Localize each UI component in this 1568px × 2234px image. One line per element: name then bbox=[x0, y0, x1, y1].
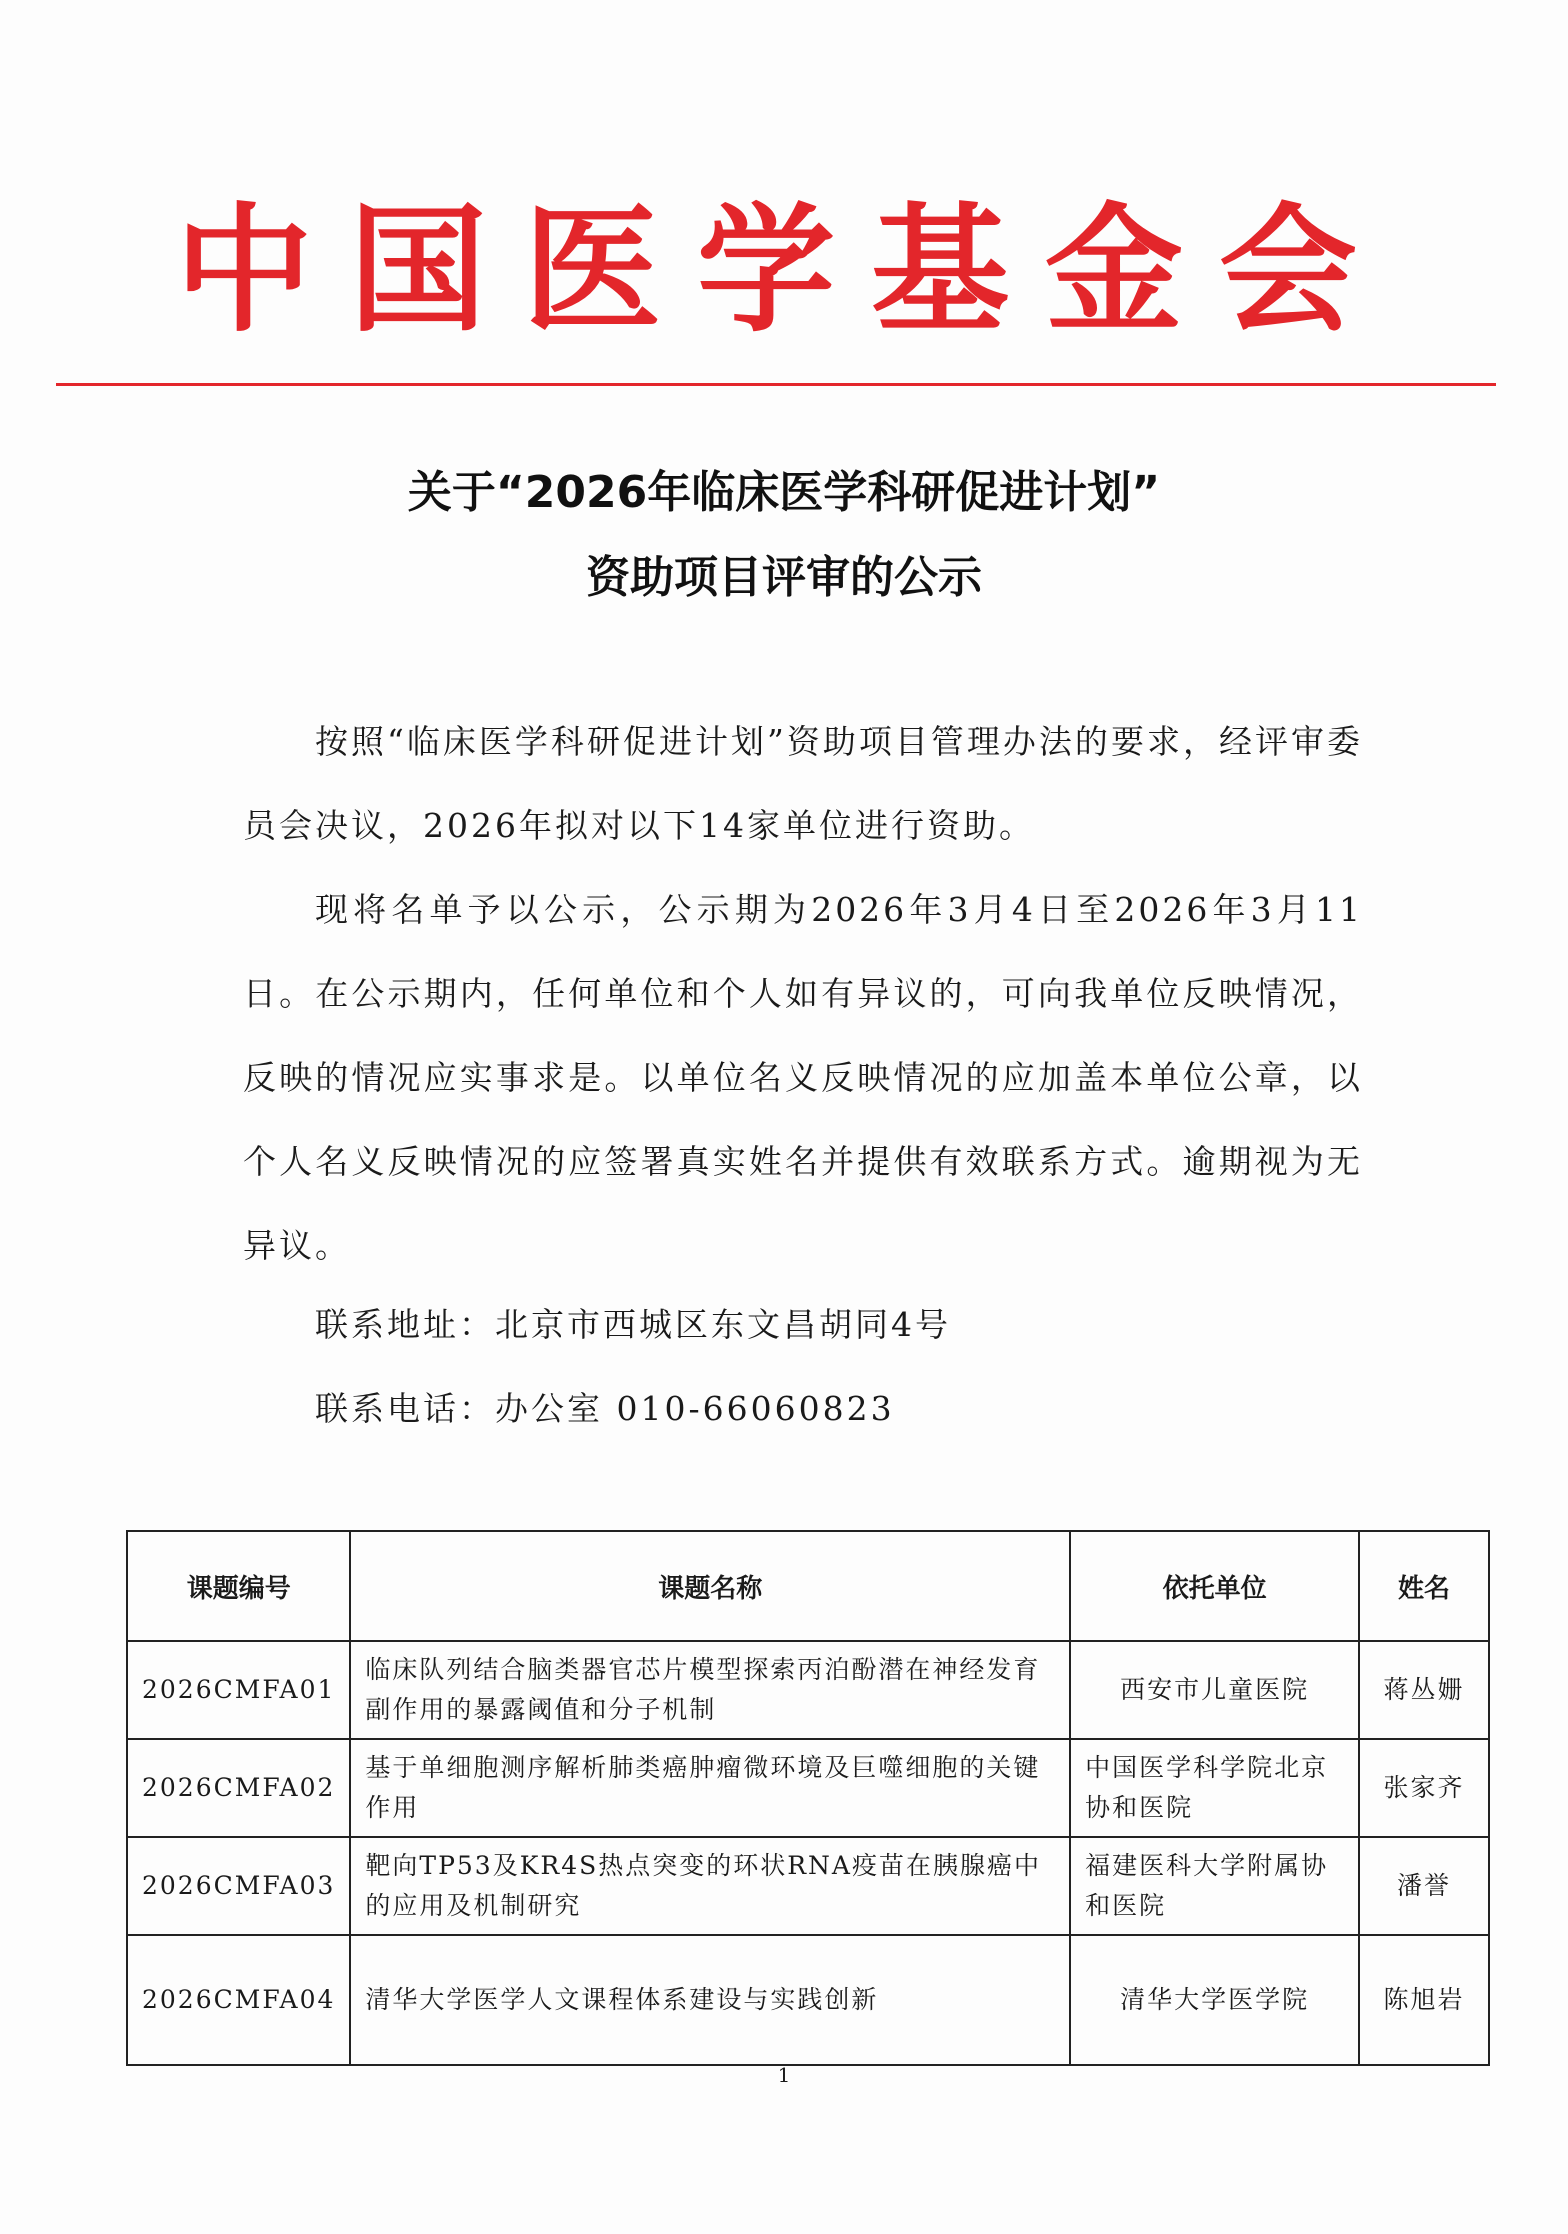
cell-unit: 中国医学科学院北京协和医院 bbox=[1070, 1739, 1359, 1837]
cell-name: 蒋丛姗 bbox=[1359, 1641, 1489, 1739]
contact-address: 联系地址：北京市西城区东文昌胡同4号 bbox=[315, 1305, 951, 1344]
contact-phone: 联系电话：办公室 010-66060823 bbox=[315, 1389, 895, 1428]
table-row bbox=[127, 1837, 1489, 1935]
table-row bbox=[127, 1641, 1489, 1739]
table-row bbox=[127, 1739, 1489, 1837]
cell-code: 2026CMFA02 bbox=[127, 1739, 350, 1837]
header-title: 课题名称 bbox=[350, 1531, 1070, 1641]
header-name: 姓名 bbox=[1359, 1531, 1489, 1641]
cell-unit: 清华大学医学院 bbox=[1070, 1935, 1359, 2065]
cell-code: 2026CMFA01 bbox=[127, 1641, 350, 1739]
cell-name: 张家齐 bbox=[1359, 1739, 1489, 1837]
body-paragraph-1: 按照“临床医学科研促进计划”资助项目管理办法的要求，经评审委员会决议，2026年拟对以下14家单位进行资助。 bbox=[243, 722, 1363, 845]
cell-code: 2026CMFA03 bbox=[127, 1837, 350, 1935]
table-row bbox=[127, 1935, 1489, 2065]
notice-title-line-1: 关于“2026年临床医学科研促进计划” bbox=[407, 467, 1161, 518]
cell-unit: 西安市儿童医院 bbox=[1070, 1641, 1359, 1739]
header-unit: 依托单位 bbox=[1070, 1531, 1359, 1641]
page-number: 1 bbox=[777, 2063, 791, 2087]
red-divider bbox=[56, 383, 1496, 386]
body-paragraph-2: 现将名单予以公示，公示期为2026年3月4日至2026年3月11日。在公示期内，任何单位和个人如有异议的，可向我单位反映情况，反映的情况应实事求是。以单位名义反映情况的应加盖本单位公章，以个人名义反映情况的应签署真实姓名并提供有效联系方式。逾期视为无异议。 bbox=[243, 890, 1363, 1265]
cell-title: 靶向TP53及KR4S热点突变的环状RNA疫苗在胰腺癌中的应用及机制研究 bbox=[350, 1837, 1070, 1935]
notice-title-line-2: 资助项目评审的公示 bbox=[586, 552, 982, 603]
masthead-title: 中国医学基金会 bbox=[174, 188, 1393, 351]
header-code: 课题编号 bbox=[127, 1531, 350, 1641]
cell-name: 陈旭岩 bbox=[1359, 1935, 1489, 2065]
cell-title: 临床队列结合脑类器官芯片模型探索丙泊酚潜在神经发育副作用的暴露阈值和分子机制 bbox=[350, 1641, 1070, 1739]
cell-code: 2026CMFA04 bbox=[127, 1935, 350, 2065]
cell-title: 清华大学医学人文课程体系建设与实践创新 bbox=[350, 1935, 1070, 2065]
cell-name: 潘誉 bbox=[1359, 1837, 1489, 1935]
cell-title: 基于单细胞测序解析肺类癌肿瘤微环境及巨噬细胞的关键作用 bbox=[350, 1739, 1070, 1837]
table-header-row bbox=[127, 1531, 1489, 1641]
cell-unit: 福建医科大学附属协和医院 bbox=[1070, 1837, 1359, 1935]
grants-table bbox=[126, 1530, 1490, 2066]
